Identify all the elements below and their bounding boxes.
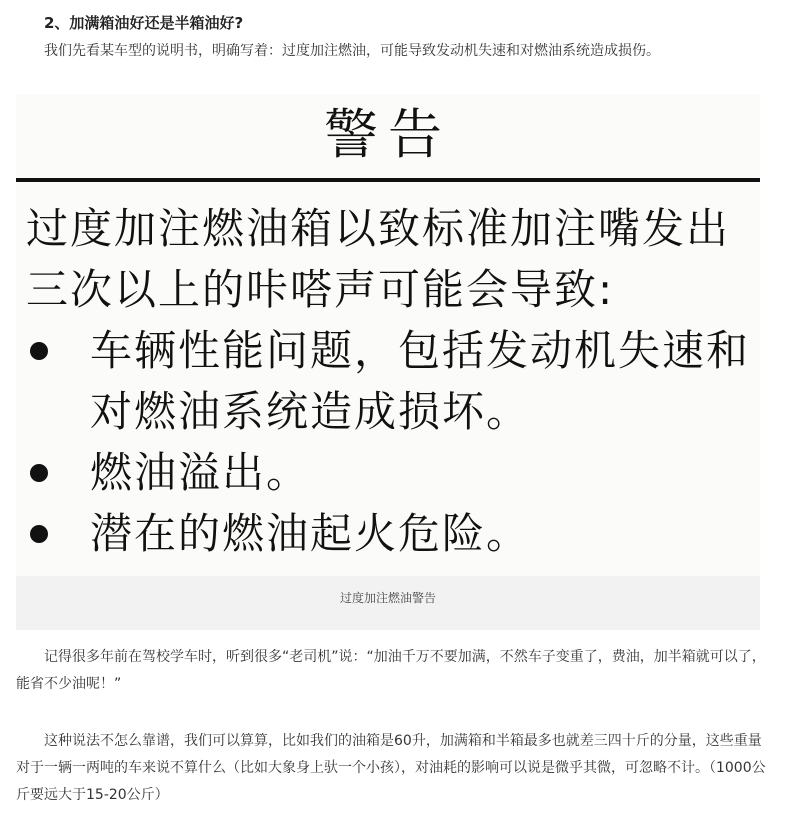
- figure-caption: 过度加注燃油警告: [339, 591, 436, 605]
- warning-image: [16, 94, 760, 576]
- warning-body: [26, 198, 756, 564]
- warning-divider: [16, 178, 760, 182]
- bullet-icon: [30, 525, 48, 543]
- warning-bullet-text: 车辆性能问题，包括发动机失速和对燃油系统造成损坏。: [90, 326, 751, 436]
- warning-intro-text: 过度加注燃油箱以致标准加注嘴发出三次以上的咔嗒声可能会导致:: [26, 204, 731, 314]
- article-intro: 我们先看某车型的说明书，明确写着：过度加注燃油，可能导致发动机失速和对燃油系统造成损伤。: [44, 43, 660, 59]
- warning-bullet: [26, 320, 756, 442]
- article-paragraph: 记得很多年前在驾校学车时，听到很多“老司机”说：“加油千万不要加满，不然车子变重了，费油，加半箱就可以了，能省不少油呢！”: [16, 649, 766, 692]
- bullet-icon: [30, 464, 48, 482]
- article-paragraph: 这种说法不怎么靠谱，我们可以算算，比如我们的油箱是60升，加满箱和半箱最多也就差三四十斤的分量，这些重量对于一辆一两吨的车来说不算什么（比如大象身上驮一个小孩），对油耗的影响可以说是微乎其微，可忽略不计。（1000公斤要远大于15-20公斤）: [16, 733, 766, 803]
- warning-bullet-text: 潜在的燃油起火危险。: [90, 509, 531, 558]
- bullet-icon: [30, 342, 48, 360]
- article-heading: 2、加满箱油好还是半箱油好?: [44, 14, 244, 32]
- warning-title: 警告: [324, 103, 452, 166]
- warning-bullet: [26, 442, 756, 503]
- warning-bullet-text: 燃油溢出。: [90, 448, 311, 497]
- warning-figure: [16, 94, 760, 630]
- warning-bullet: [26, 503, 756, 564]
